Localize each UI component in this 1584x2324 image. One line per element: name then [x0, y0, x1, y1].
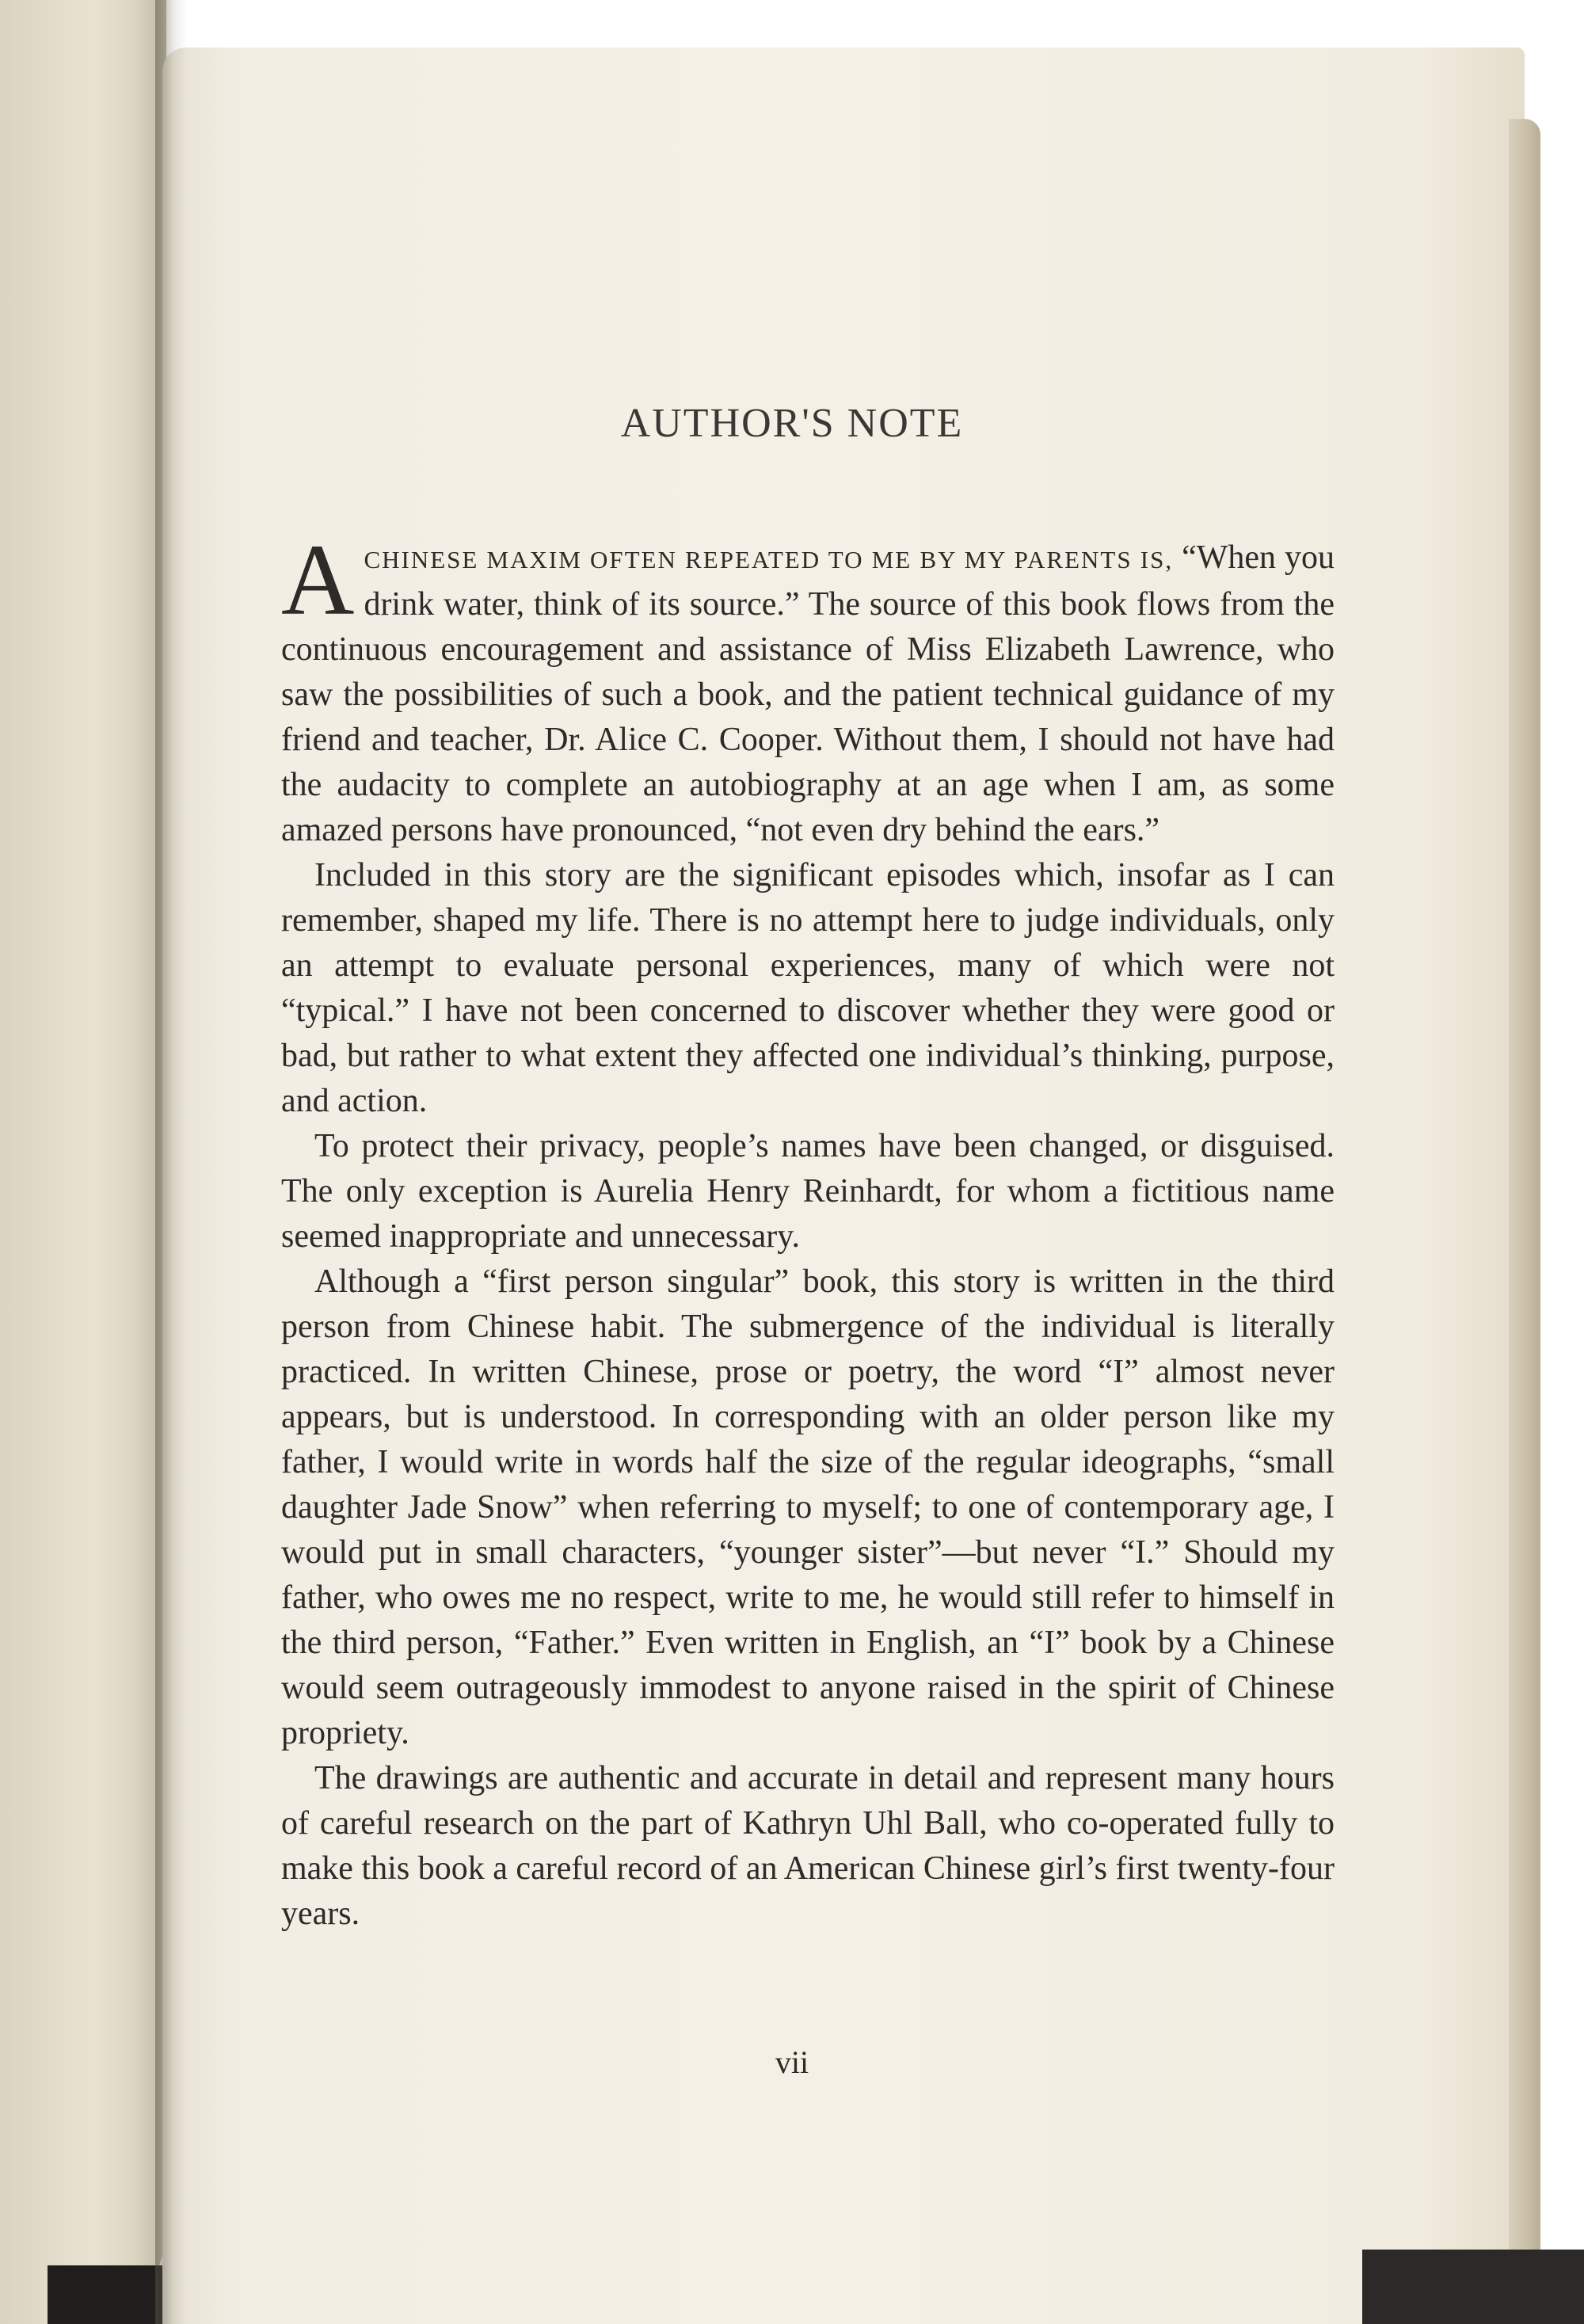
book-gutter-shadow — [155, 0, 187, 2324]
book-cover-corner-right — [1362, 2250, 1584, 2324]
page-title: AUTHOR'S NOTE — [620, 401, 964, 446]
paragraph-2 — [281, 853, 1335, 1124]
left-page — [0, 0, 166, 2324]
paragraph-text: To protect their privacy, people’s names have been changed, or disguised. The only exception is Aurelia Henry Reinhardt, for whom a fictitious name seemed inappropriate and unnecessary. — [281, 1128, 1335, 1255]
paragraph-text: Included in this story are the significant episodes which, insofar as I can remember, shaped my life. There is no attempt here to judge individuals, only an attempt to evaluate personal experiences, many of which were not “typical.” I have not been concerned to discover whether they were good or bad, but rather to what extent they affected one individual’s thinking, purpose, and action. — [281, 857, 1335, 1119]
small-caps-lead: CHINESE MAXIM OFTEN REPEATED TO ME BY MY PARENTS IS, — [364, 546, 1174, 573]
paragraph-text: The drawings are authentic and accurate in detail and represent many hours of careful research on the part of Kathryn Uhl Ball, who co-operated fully to make this book a careful record of an American Chinese girl’s first twenty-four years. — [281, 1760, 1335, 1932]
paragraph-1 — [281, 524, 1335, 853]
paragraph-text: “When you drink water, think of its source.” The source of this book flows from the continuous encouragement and assistance of Miss Elizabeth Lawrence, who saw the possibilities of such a book, and the patient technical guidance of my friend and teacher, Dr. Alice C. Cooper. Without them, I should not have had the audacity to complete an autobiography at an age when I am, as some amazed persons have pronounced, “not even dry behind the ears.” — [281, 539, 1335, 848]
page-edges — [1509, 119, 1540, 2305]
paragraph-text: Although a “first person singular” book, this story is written in the third person from Chinese habit. The submergence of the individual is literally practiced. In written Chinese, prose or poetry, the word “I” almost never appears, but is understood. In corresponding with an older person like my father, I would write in words half the size of the regular ideographs, “small daughter Jade Snow” when referring to myself; to one of contemporary age, I would put in small characters, “younger sister”—but never “I.” Should my father, who owes me no respect, write to me, he would still refer to himself in the third person, “Father.” Even written in English, an “I” book by a Chinese would seem outrageously immodest to anyone raised in the spirit of Chinese propriety. — [281, 1263, 1335, 1751]
paragraph-4 — [281, 1259, 1335, 1756]
page-number: vii — [775, 2044, 809, 2080]
drop-cap: A — [281, 524, 355, 636]
paragraph-5 — [281, 1756, 1335, 1937]
paragraph-3 — [281, 1124, 1335, 1259]
body-text — [281, 524, 1335, 1937]
